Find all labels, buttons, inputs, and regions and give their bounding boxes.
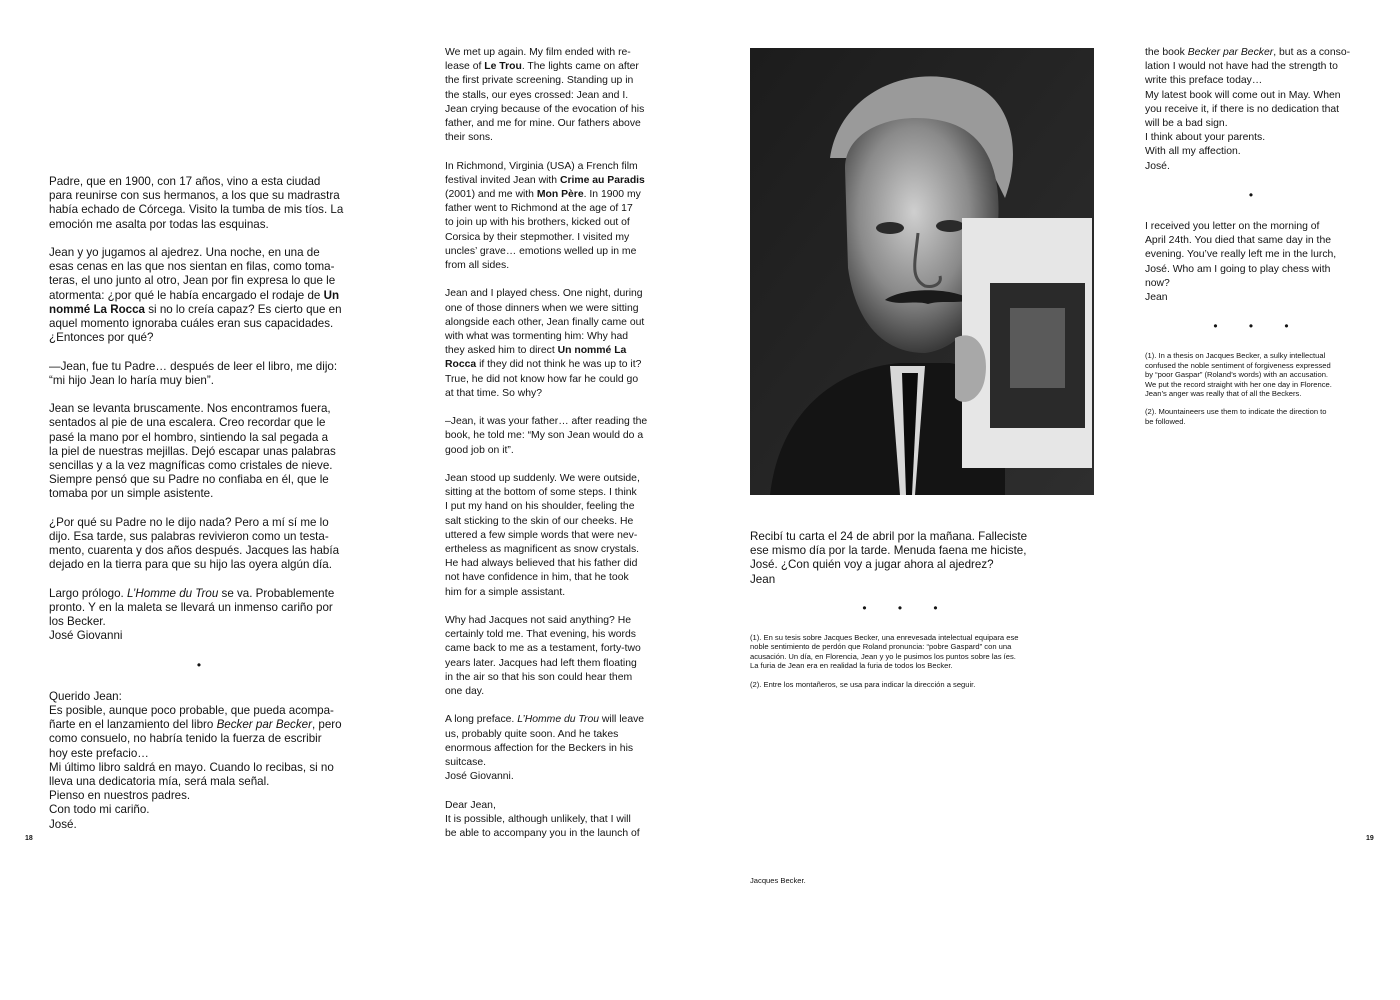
- page-number-left: 18: [25, 835, 33, 842]
- text-run: . The lights came on after the first private screening. Standing up in the stalls, our eyes crossed: Jean and I. Jean crying because of the evocation of his father, and me for mine. Our fathers above their sons.: [445, 61, 645, 144]
- jacques-becker-photo: [750, 48, 1094, 495]
- paragraph: [445, 713, 655, 784]
- text-run: Querido Jean: Es posible, aunque poco probable, que pueda acompa- ñarte en el lanzamiento del libro: [49, 689, 334, 732]
- paragraph: Recibí tu carta el 24 de abril por la mañana. Falleciste ese mismo día por la tarde. Menuda faena me hiciste, José. ¿Con quién voy a jugar ahora al ajedrez? Jean: [750, 530, 1028, 586]
- book-title: Becker par Becker: [216, 718, 312, 732]
- separator-dots: • • •: [862, 601, 952, 615]
- separator-dot: •: [1248, 188, 1268, 203]
- text-run: , but as a conso- lation I would not have had the strength to write this preface today… My latest book will come out in May. When you receive it, if there is no dedication that will be a bad sign. I think about your parents. With all my affection. José.: [1145, 47, 1351, 172]
- text-run: A long preface.: [445, 714, 518, 726]
- text-run: , pero como consuelo, no habría tenido la fuerza de escribir hoy este prefacio… Mi último libro saldrá en mayo. Cuando lo recibas, si no lleva una dedicatoria mía, será mala señal. Pienso en nuestros padres. Con todo mi cariño. José.: [49, 718, 342, 831]
- portrait-illustration: [750, 48, 1094, 495]
- footnote: (1). In a thesis on Jacques Becker, a sulky intellectual confused the noble sentiment of forgiveness expressed by “poor Gaspar” (Roland’s words) with an accusation. We put the record straight with her one day in Florence. Jean’s anger was really that of all the Beckers.: [1145, 351, 1332, 399]
- paragraph: Dear Jean, It is possible, although unlikely, that I will be able to accompany you in the launch of: [445, 799, 640, 840]
- film-title: Mon Père: [536, 189, 584, 201]
- page-number-right: 19: [1366, 835, 1374, 842]
- text-run: will leave us, probably quite soon. And he takes enormous affection for the Beckers in his suitcase. José Giovanni.: [445, 714, 645, 783]
- book-title: Becker par Becker: [1187, 47, 1274, 58]
- paragraph: Why had Jacques not said anything? He certainly told me. That evening, his words came back to me as a testament, forty-two years later. Jacques had left them floating in the air so that his son could hear them one day.: [445, 615, 641, 698]
- right-page-english-column: [1145, 46, 1357, 435]
- footnote: (1). En su tesis sobre Jacques Becker, una enrevesada intelectual equipara ese noble sentimiento de perdón que Roland pronuncia: “pobre Gaspard” con una acusación. Un día, en Florencia, Jean y yo le pusimos los puntos sobre las íes. La furia de Jean era en realidad la furia de todos los Becker.: [750, 633, 1019, 671]
- text-run: We met up again. My film ended with re- lease of: [445, 47, 631, 73]
- text-run: the book: [1145, 47, 1188, 58]
- paragraph: [445, 287, 655, 401]
- book-title: L’Homme du Trou: [127, 586, 219, 600]
- paragraph: Jean stood up suddenly. We were outside, sitting at the bottom of some steps. I think I put my hand on his shoulder, feeling the salt sticking to the skin of our cheeks. He uttered a few simple words that were nev- ertheless as magnificent as snow crystals. He had always believed that his father did not have confidence in him, that he took him for a simple assistant.: [445, 473, 640, 598]
- paragraph: [445, 160, 655, 274]
- left-page-english-column: [445, 46, 655, 841]
- text-run: if they did not think he was up to it? True, he did not know how far he could go at that time. So why?: [445, 359, 642, 399]
- text-run: si no lo creía capaz? Es cierto que en aquel momento ignoraba cuáles eran sus capacidades. ¿Entonces por qué?: [49, 302, 342, 345]
- paragraph: Padre, que en 1900, con 17 años, vino a esta ciudad para reunirse con sus hermanos, a los que su madrastra había echado de Córcega. Visito la tumba de mis tíos. La emoción me asalta por todas las esquinas.: [49, 175, 344, 231]
- right-page-spanish-column: [750, 530, 1050, 698]
- footnote: (2). Mountaineers use them to indicate the direction to be followed.: [1145, 407, 1327, 426]
- book-title: L’Homme du Trou: [517, 714, 600, 726]
- footnotes: [1145, 351, 1357, 426]
- footnotes: [750, 633, 1050, 689]
- paragraph: [1145, 46, 1357, 174]
- paragraph: [445, 46, 655, 145]
- text-run: Jean y yo jugamos al ajedrez. Una noche, en una de esas cenas en las que nos sientan en filas, como toma- teras, el uno junto al otro, Jean por fin expresa lo que le atormenta: ¿por qué le había encargado el rodaje de: [49, 246, 336, 302]
- paragraph: I received you letter on the morning of April 24th. You died that same day in the evening. You’ve really left me in the lurch, José. Who am I going to play chess with now? Jean: [1145, 221, 1337, 304]
- separator-dots: • • •: [1213, 319, 1303, 334]
- left-page-spanish-column: [49, 175, 349, 832]
- footnote: (2). Entre los montañeros, se usa para indicar la dirección a seguir.: [750, 679, 976, 689]
- film-title: Un nommé La Rocca: [445, 345, 627, 371]
- text-run: In Richmond, Virginia (USA) a French film festival invited Jean with: [445, 160, 638, 186]
- text-run: Largo prólogo.: [49, 586, 127, 600]
- paragraph: —Jean, fue tu Padre… después de leer el libro, me dijo: “mi hijo Jean lo haría muy bien”.: [49, 359, 338, 387]
- film-title: Un nommé La Rocca: [49, 288, 340, 316]
- photo-caption: Jacques Becker.: [750, 876, 806, 885]
- paragraph: ¿Por qué su Padre no le dijo nada? Pero a mí sí me lo dijo. Esa tarde, sus palabras revivieron como un testa- mento, cuarenta y dos años después. Jacques las había dejado en la tierra para que su hijo las oyera algún día.: [49, 515, 340, 572]
- paragraph: [49, 587, 349, 644]
- film-title: Crime au Paradis: [559, 174, 645, 186]
- text-run: . In 1900 my father went to Richmond at the age of 17 to join up with his brothers, kicked out of Corsica by their stepmother. I visited my uncles’ grave… emotions welled up in me from all sides.: [445, 189, 641, 272]
- paragraph: Jean se levanta bruscamente. Nos encontramos fuera, sentados al pie de una escalera. Creo recordar que le pasé la mano por el hombro, sintiendo la sal pegada a la piel de nuestras mejillas. Dejó escapar unas palabras sencillas y a la vez magníficas como cristales de nieve. Siempre pensó que su Padre no confiaba en él, que le tomaba por un simple asistente.: [49, 402, 336, 501]
- text-run: se va. Probablemente pronto. Y en la maleta se llevará un inmenso cariño por los Becker. José Giovanni: [49, 586, 335, 643]
- text-run: Jean and I played chess. One night, during one of those dinners when we were sitting alongside each other, Jean finally came out with what was tormenting him: Why had they asked him to direct: [445, 288, 645, 357]
- paragraph: [49, 690, 349, 832]
- paragraph: –Jean, it was your father… after reading the book, he told me: “My son Jean would do a good job on it”.: [445, 416, 648, 456]
- separator-dot: •: [196, 657, 216, 672]
- text-run: (2001) and me with: [445, 189, 534, 201]
- film-title: Le Trou: [484, 61, 522, 73]
- paragraph: [49, 246, 349, 345]
